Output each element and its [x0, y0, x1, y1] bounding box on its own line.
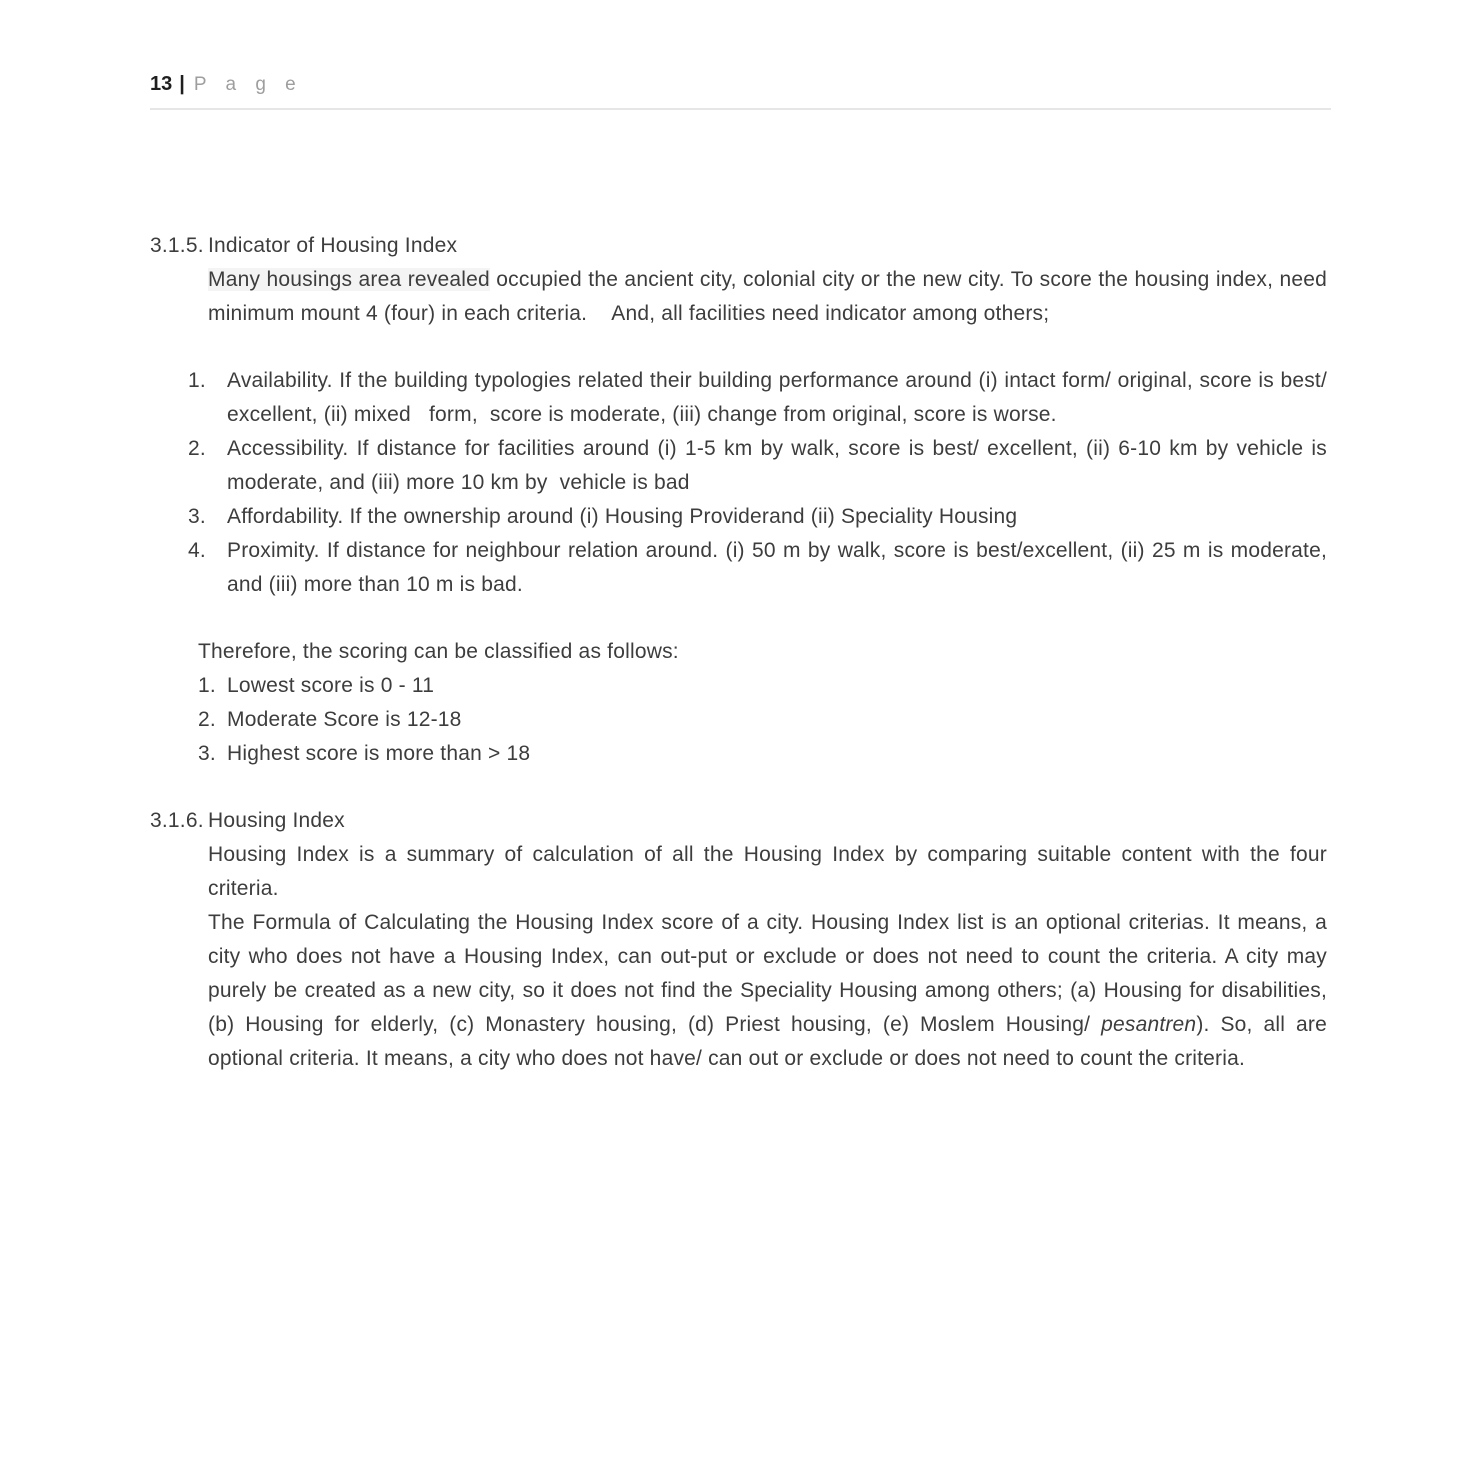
scoring-list — [150, 669, 1327, 771]
list-item-text: Accessibility. If distance for facilities around (i) 1-5 km by walk, score is best/ excellent, (ii) 6-10 km by vehicle is moderate, and (iii) more 10 km by vehicle is bad — [227, 437, 1327, 494]
section-number: 3.1.5. — [150, 234, 204, 257]
summary-paragraph: Housing Index is a summary of calculation of all the Housing Index by comparing suitable content with the four criteria. — [208, 843, 1327, 900]
list-marker: 2. — [188, 437, 206, 460]
list-item-text: Highest score is more than > 18 — [227, 742, 531, 765]
list-item — [150, 669, 1327, 703]
section-title: Housing Index — [208, 809, 345, 832]
intro-paragraph — [208, 263, 1327, 331]
formula-paragraph — [208, 906, 1327, 1076]
section-title: Indicator of Housing Index — [208, 234, 458, 257]
page-label: P a g e — [193, 74, 303, 95]
page-separator: | — [179, 73, 185, 95]
list-item — [150, 364, 1327, 432]
highlighted-text: Many housings area revealed — [208, 268, 490, 291]
section-heading-3-1-6 — [150, 804, 1327, 838]
scoring-intro: Therefore, the scoring can be classified as follows: — [198, 640, 679, 663]
list-item — [150, 432, 1327, 500]
list-marker: 4. — [188, 539, 206, 562]
list-marker: 1. — [188, 369, 206, 392]
list-marker: 3. — [188, 505, 206, 528]
criteria-list — [150, 364, 1327, 602]
list-marker: 2. — [198, 708, 216, 731]
list-item — [150, 737, 1327, 771]
italic-term: pesantren — [1101, 1013, 1197, 1036]
page-number: 13 — [150, 73, 173, 95]
formula-paragraph-post: ). So, all are optional criteria. It means, a city who does not have/ can out or exclude or does not need to count the criteria. — [208, 1013, 1327, 1070]
list-item — [150, 703, 1327, 737]
page-header — [150, 72, 1331, 110]
formula-paragraph-pre: The Formula of Calculating the Housing Index score of a city. Housing Index list is an optional criterias. It means, a city who does not have a Housing Index, can out-put or exclude or does not need to count the criteria. A city may purely be created as a new city, so it does not find the Speciality Housing among others; (a) Housing for disabilities, (b) Housing for elderly, (c) Monastery housing, (d) Priest housing, (e) Moslem Housing/ — [208, 911, 1327, 1036]
list-marker: 3. — [198, 742, 216, 765]
intro-paragraph-rest: occupied the ancient city, colonial city or the new city. To score the housing index, need minimum mount 4 (four) in each criteria. And, all facilities need indicator among others; — [208, 268, 1327, 325]
list-item-text: Proximity. If distance for neighbour relation around. (i) 50 m by walk, score is best/excellent, (ii) 25 m is moderate, and (iii) more than 10 m is bad. — [227, 539, 1327, 596]
list-item — [150, 534, 1327, 602]
list-item-text: Availability. If the building typologies related their building performance around (i) intact form/ original, score is best/ excellent, (ii) mixed form, score is moderate, (iii) change from original, score is worse. — [227, 369, 1327, 426]
section-heading-3-1-5 — [150, 229, 1327, 263]
list-marker: 1. — [198, 674, 216, 697]
document-body — [150, 229, 1327, 1076]
section-number: 3.1.6. — [150, 809, 204, 832]
list-item-text: Lowest score is 0 - 11 — [227, 674, 435, 697]
list-item — [150, 500, 1327, 534]
list-item-text: Moderate Score is 12-18 — [227, 708, 462, 731]
list-item-text: Affordability. If the ownership around (i) Housing Providerand (ii) Speciality Housing — [227, 505, 1018, 528]
